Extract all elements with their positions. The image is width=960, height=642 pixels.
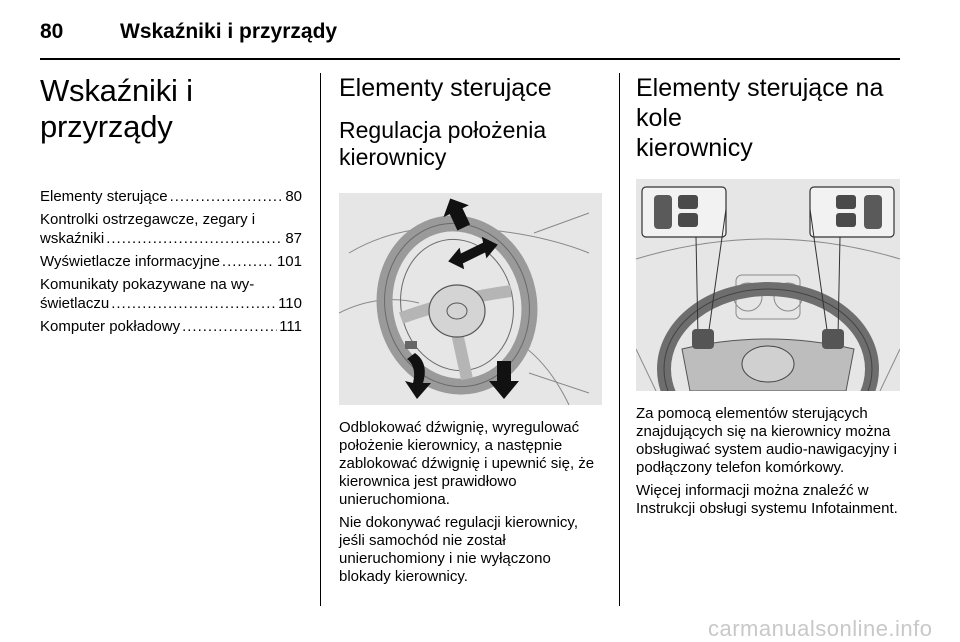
- steering-hub: [429, 285, 485, 337]
- section-title-line1: Elementy sterujące na kole: [636, 74, 884, 132]
- page-number: 80: [40, 20, 64, 43]
- chapter-column: [40, 73, 302, 340]
- toc-entry-row: [40, 187, 302, 206]
- toc-entry-label: Wyświetlacze informacyjne: [40, 253, 220, 270]
- table-of-contents: [40, 187, 302, 336]
- toc-leader-dots: [170, 187, 284, 206]
- toc-entry-label: Komputer pokładowy: [40, 318, 181, 335]
- running-title: Wskaźniki i przyrządy: [120, 20, 338, 43]
- toc-entry-row: [40, 294, 302, 313]
- toc-entry[interactable]: [40, 187, 302, 206]
- right-wheel-buttons: [822, 329, 844, 349]
- toc-entry-label: świetlaczu: [40, 295, 110, 312]
- paragraph-2: Nie dokonywać regulacji kierownicy, jeśli samochód nie został unieruchomiony i nie wyłączono blokady kierownicy.: [339, 514, 578, 585]
- subsection-title-line1: Regulacja położenia: [339, 117, 547, 143]
- toc-entry-label-line: Kontrolki ostrzegawcze, zegary i: [40, 211, 256, 228]
- toc-entry-row: [40, 252, 302, 271]
- toc-entry-row: [40, 229, 302, 248]
- toc-page-number: 110: [278, 295, 302, 312]
- column-divider-1: [320, 73, 321, 606]
- toc-page-number: 87: [285, 230, 302, 247]
- subsection-title-line2: kierownicy: [339, 144, 447, 170]
- paragraph-2: Więcej informacji można znaleźć w Instrukcji obsługi systemu Infotainment.: [636, 482, 898, 517]
- section-title: [636, 73, 900, 163]
- paragraph-1: Za pomocą elementów sterujących znajdujących się na kierownicy można obsługiwać system audio-nawigacyjny i podłączony telefon komórkowy.: [636, 405, 897, 476]
- wheel-controls-column: [636, 73, 900, 518]
- toc-entry[interactable]: [40, 252, 302, 271]
- page-header: [40, 18, 900, 52]
- section-title-line2: kierownicy: [636, 134, 753, 162]
- toc-leader-dots: [182, 317, 277, 336]
- toc-entry[interactable]: [40, 210, 302, 248]
- toc-page-number: 101: [276, 253, 302, 270]
- left-wheel-buttons: [692, 329, 714, 349]
- header-rule: [40, 58, 900, 60]
- toc-entry-row: [40, 317, 302, 336]
- toc-page-number: 80: [285, 188, 302, 205]
- column-divider-2: [619, 73, 620, 606]
- toc-leader-dots: [111, 294, 276, 313]
- toc-page-number: 111: [279, 318, 302, 335]
- steering-adjust-column: [339, 73, 602, 586]
- chapter-title: Wskaźniki i przyrządy: [40, 73, 193, 144]
- paragraph-1: Odblokować dźwignię, wyregulować położenie kierownicy, a następnie zablokować dźwignię i upewnić się, że kierownica jest prawidłowo unieruchomiona.: [339, 419, 595, 508]
- toc-entry[interactable]: [40, 275, 302, 313]
- subsection-title: [339, 117, 602, 171]
- toc-leader-dots: [106, 229, 283, 248]
- toc-entry-label: Elementy sterujące: [40, 188, 168, 205]
- watermark: carmanualsonline.info: [708, 616, 933, 641]
- section-title: Elementy sterujące: [339, 74, 552, 102]
- toc-entry[interactable]: [40, 317, 302, 336]
- steering-adjust-illustration: [339, 193, 602, 405]
- toc-entry-label-line: Komunikaty pokazywane na wy-: [40, 276, 255, 293]
- wheel-controls-illustration: [636, 179, 900, 391]
- toc-entry-label: wskaźniki: [40, 230, 105, 247]
- toc-leader-dots: [222, 252, 275, 271]
